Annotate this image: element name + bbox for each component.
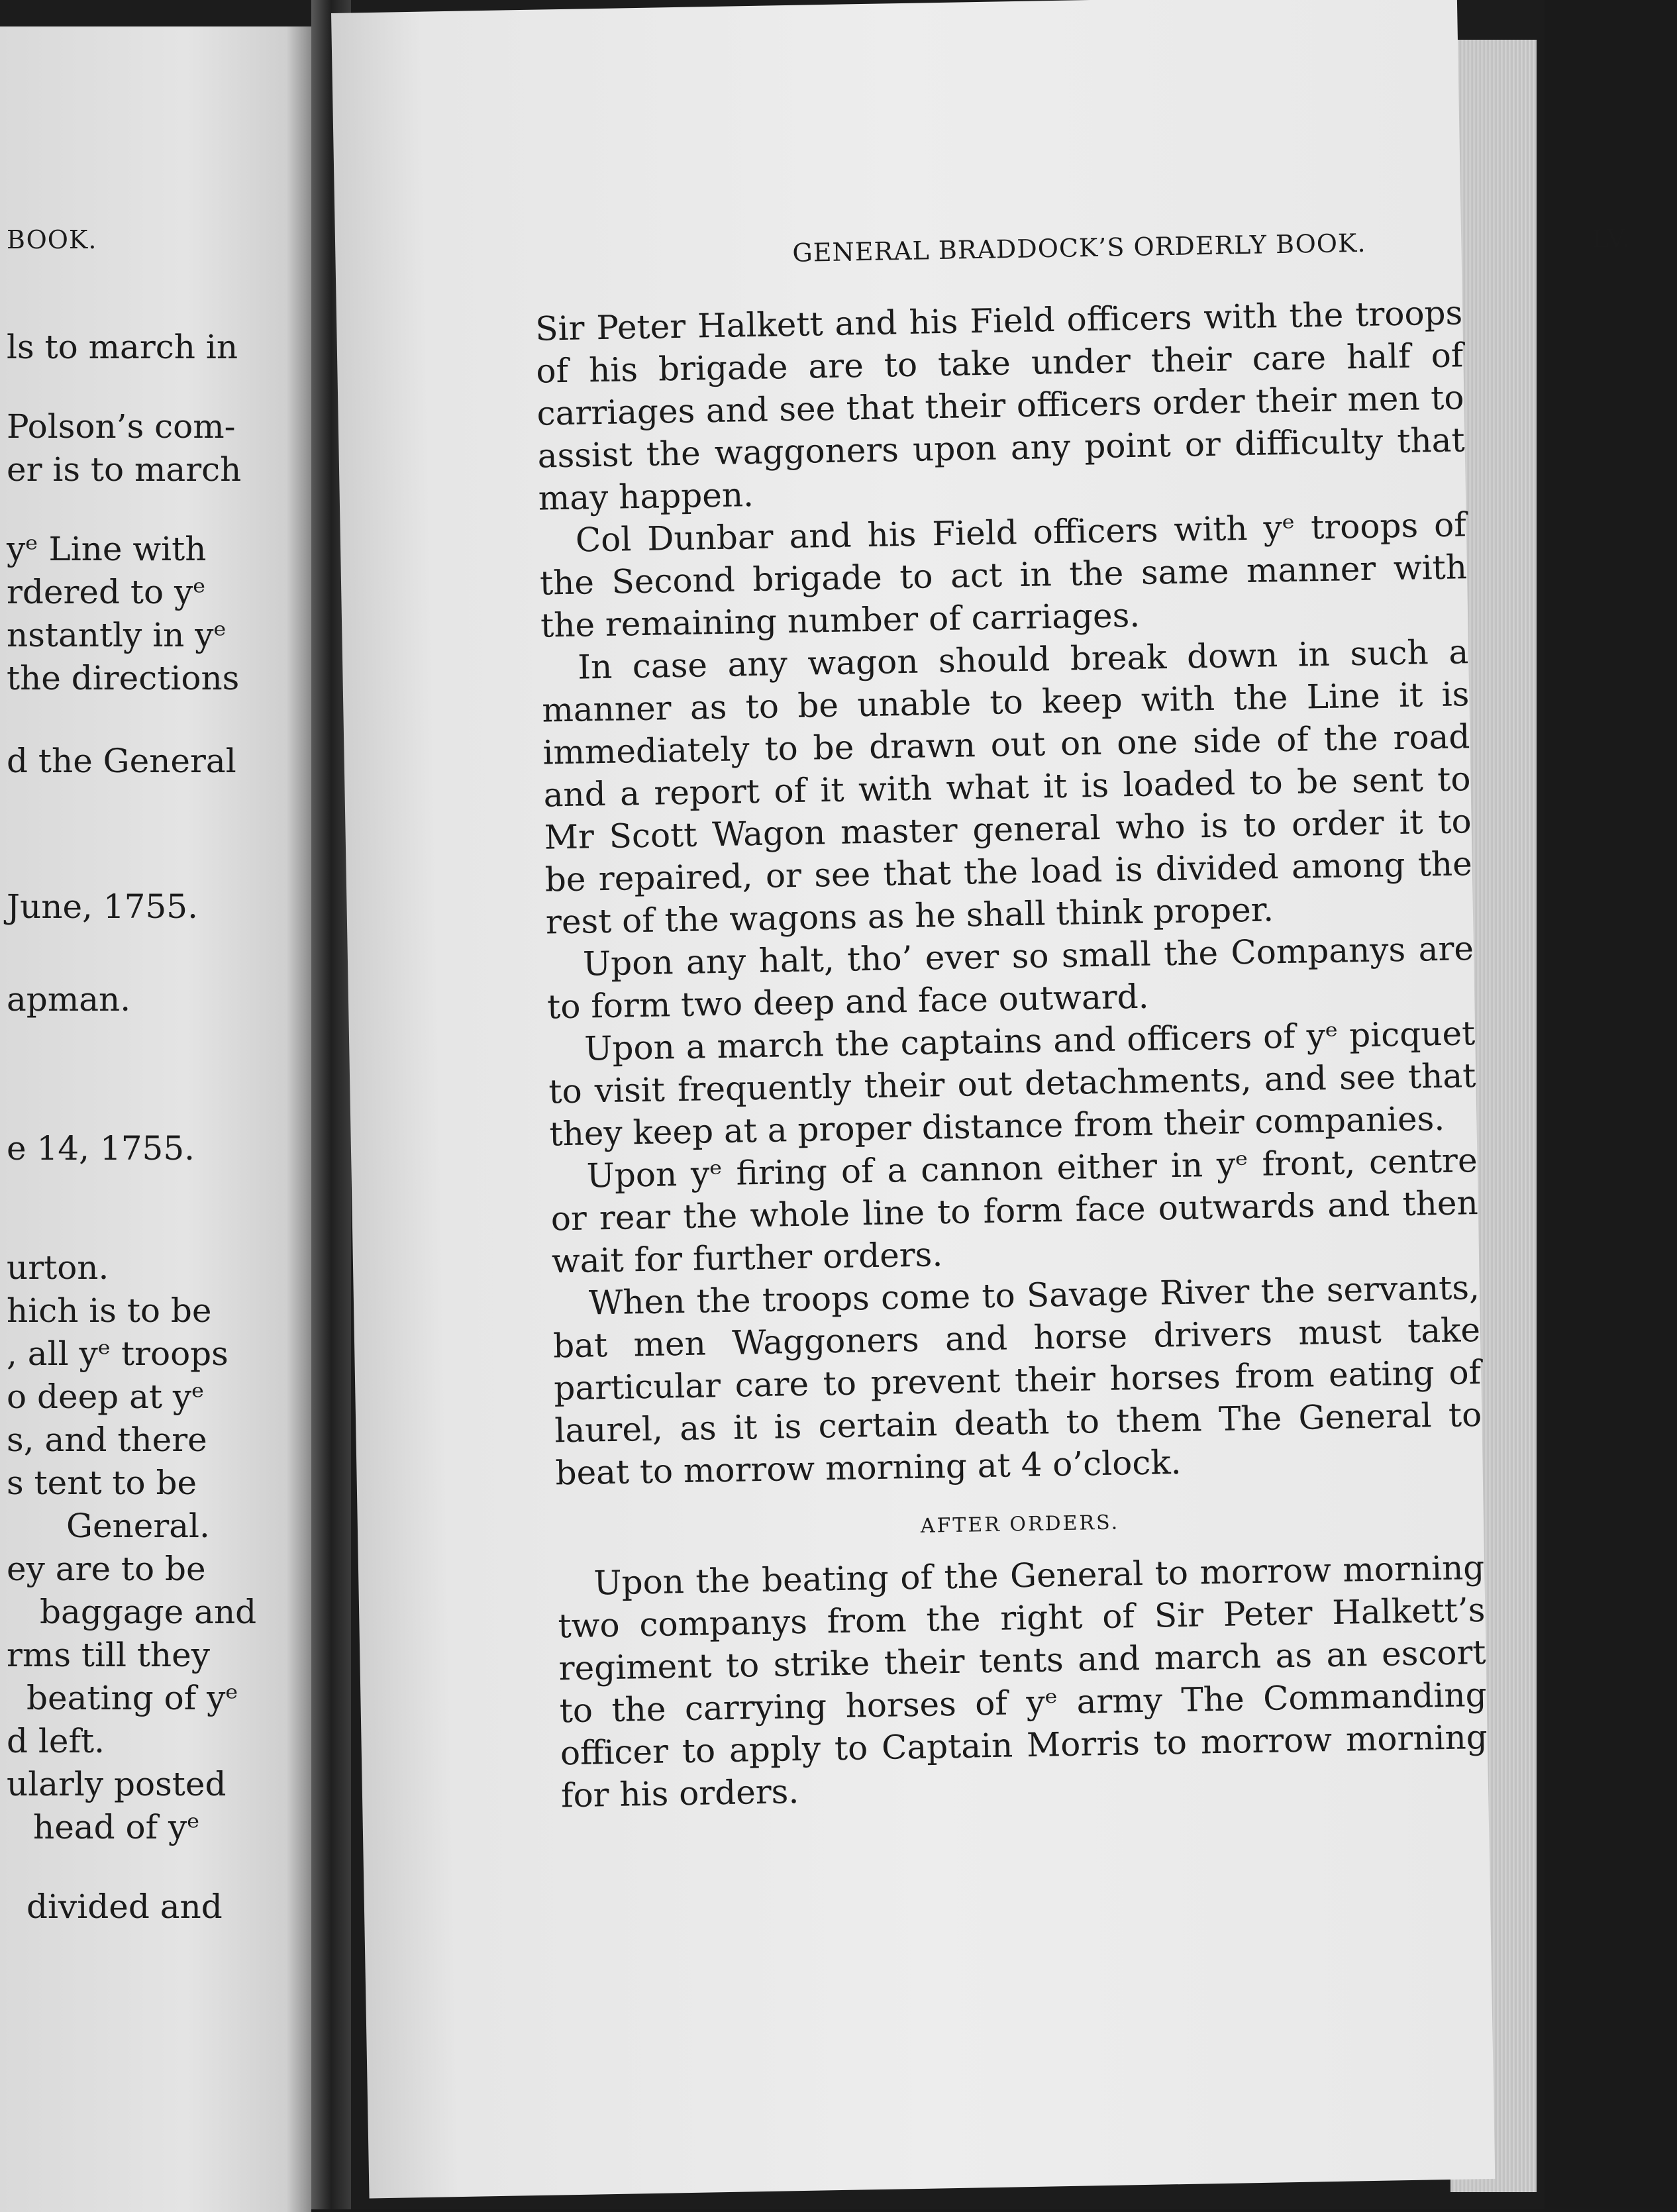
paragraph: Upon yᵉ firing of a cannon either in yᵉ front, centre or rear the whole line to form face outwards and then wait for further orders. <box>550 1141 1479 1281</box>
left-line-6: nstantly in yᵉ <box>7 616 227 654</box>
left-line-11: e 14, 1755. <box>7 1129 195 1168</box>
left-line-18: General. <box>66 1507 210 1545</box>
running-title: GENERAL BRADDOCK’S ORDERLY BOOK. <box>792 228 1366 268</box>
left-line-7: the directions <box>7 659 240 697</box>
left-line-22: beating of yᵉ <box>26 1679 238 1717</box>
left-line-14: , all yᵉ troops <box>7 1334 229 1373</box>
left-line-10: apman. <box>7 980 131 1019</box>
left-line-12: urton. <box>7 1248 109 1287</box>
left-line-26: divided and <box>26 1887 223 1926</box>
left-line-5: rdered to yᵉ <box>7 573 206 611</box>
left-line-24: ularly posted <box>7 1765 227 1803</box>
left-line-25: head of yᵉ <box>33 1808 200 1846</box>
left-line-21: rms till they <box>7 1636 210 1674</box>
after-orders-paragraph: Upon the beating of the General to morrow morning two companys from the right of Sir Peter Halkett’s regiment to strike their tents and march as an escort to the carrying horses of yᵉ army The Commanding officer to apply to Captain Morris to morrow morning for his orders. <box>558 1548 1488 1815</box>
paragraph: Sir Peter Halkett and his Field officers with the troops of his brigade are to take under their care half of carriages and see that their officers order their men to assist the waggoners upon any point or difficulty that may happen. <box>534 293 1466 518</box>
left-line-1: ls to march in <box>7 328 238 366</box>
left-line-15: o deep at yᵉ <box>7 1378 205 1416</box>
left-line-3: er is to march <box>7 450 242 489</box>
left-line-16: s, and there <box>7 1421 207 1459</box>
left-line-19: ey are to be <box>7 1550 206 1588</box>
left-line-17: s tent to be <box>7 1464 197 1502</box>
page-number: LV. <box>1592 223 1632 254</box>
left-page <box>0 26 311 2212</box>
left-line-9: June, 1755. <box>7 887 198 926</box>
body-text <box>535 291 1489 1817</box>
left-line-4: yᵉ Line with <box>7 530 207 568</box>
paragraph: When the troops come to Savage River the servants, bat men Waggoners and horse drivers must take particular care to prevent their horses from eating of laurel, as it is certain death to them The General to beat to morrow morning at 4 o’clock. <box>552 1268 1482 1493</box>
left-line-2: Polson’s com- <box>7 407 236 446</box>
left-line-20: baggage and <box>40 1593 257 1631</box>
paragraph: Col Dunbar and his Field officers with yᵉ troops of the Second brigade to act in the same manner with the remaining number of carriages. <box>539 505 1468 645</box>
paragraph: Upon a march the captains and officers of yᵉ picquet to visit frequently their out detachments, and see that they keep at a proper distance from their companies. <box>548 1014 1476 1154</box>
right-page <box>331 0 1632 2198</box>
paragraph: Upon any halt, tho’ ever so small the Companys are to form two deep and face outward. <box>546 929 1474 1027</box>
section-heading: AFTER ORDERS. <box>920 1511 1120 1538</box>
left-running-head: BOOK. <box>7 225 97 254</box>
left-line-13: hich is to be <box>7 1291 212 1330</box>
left-line-8: d the General <box>7 742 236 780</box>
left-line-23: d left. <box>7 1722 105 1760</box>
paragraph: In case any wagon should break down in such a manner as to be unable to keep with the Line it is immediately to be drawn out on one side of the road and a report of it with what it is loaded to be sent to Mr Scott Wagon master general who is to order it to be repaired, or see that the load is divided among the rest of the wagons as he shall think proper. <box>541 632 1473 942</box>
